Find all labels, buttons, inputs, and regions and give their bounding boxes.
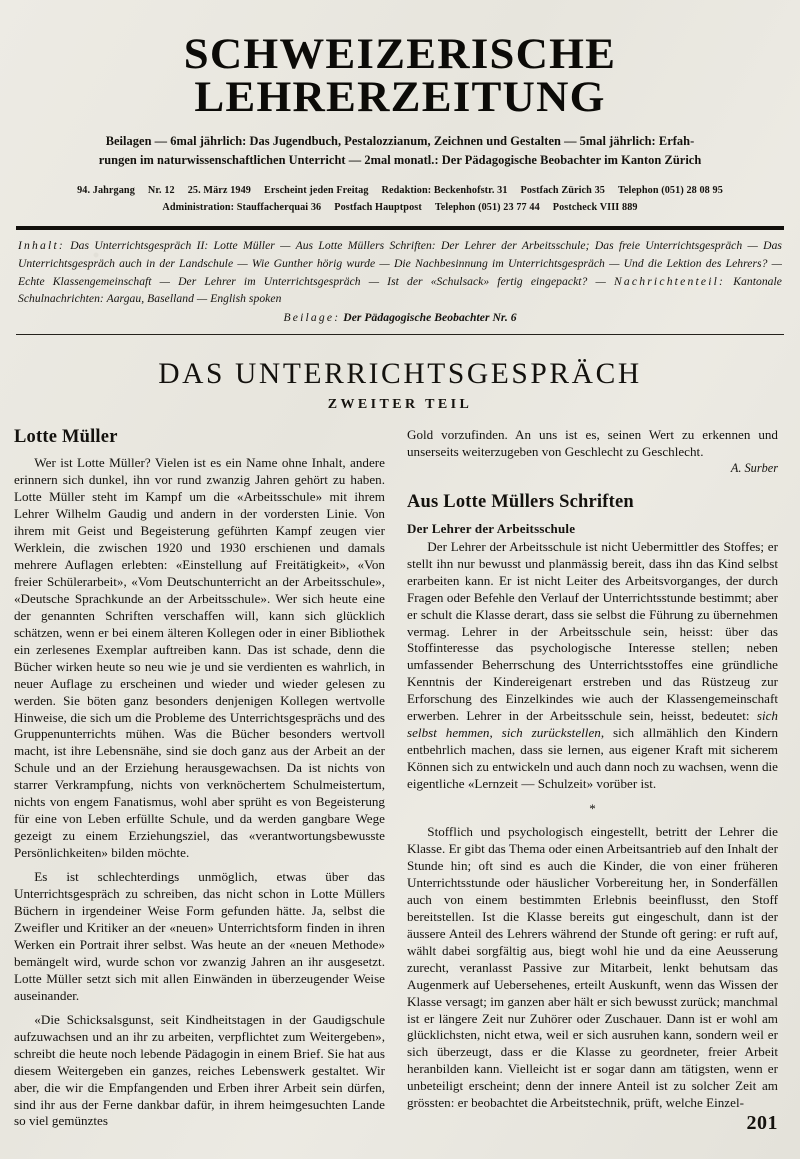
admin-phone: Telephon (051) 23 77 44 [434, 201, 540, 213]
masthead-divider-thick [16, 226, 784, 230]
supplement-value: Der Pädagogische Beobachter Nr. 6 [343, 310, 517, 324]
contents-divider-thin [16, 334, 784, 336]
right-column [407, 427, 778, 1112]
paragraph-text: Gold vorzufinden. An uns ist es, seinen Wert zu erkennen und unserseits weiterzugeben von Geschlecht zu Geschlecht. [407, 426, 778, 459]
supplements-line-1: Beilagen — 6mal jährlich: Das Jugendbuch, Pestalozzianum, Zeichnen und Gestalten — 5mal jährlich: Erfah- [105, 134, 695, 148]
paragraph-text: Der Lehrer der Arbeitsschule ist nicht Uebermittler des Stoffes; er stellt ihn nur bewusst und planmässig bereit, dass ihn das Kind selbst erarbeiten kann. Er ist nicht Leiter des Arbeitsvorganges, der durch Fragen oder Befehle den Verlauf der Unterrichtsstunde bestimmt; aber er schult die Klasse derart, dass sie selbst die Führung zu übernehmen vermag. Lehrer in der Arbeitsschule sein, heisst: über das Stoffinteresse das psychologische Interesse stellen; neben umfassender Beherrschung des Unterrichtsstoffes eine gründliche Kenntnis der Kindereigenart erstreben und das Rüstzeug zur Erforschung des Einzelkindes wie auch der Klassengemeinschaft erwerben. Lehrer in der Arbeitsschule sein, heisst, bedeutet: [407, 538, 778, 724]
paragraph-text: «Die Schicksalsgunst, seit Kindheitstagen in der Gaudigschule aufzuwachsen und an ihr zu arbeiten, verpflichtet zum Weitergeben», schreibt die heute noch lebende Pädagogin in einem Brief. Sie hat aus diesem Weitergeben ein ganzes, reiches Lebenswerk gestaltet. Wir aber, die wir die Empfangenden und Erben ihrer Arbeit sein dürfen, sind ihr aus der Ferne dankbar dafür, in ihrem heimgesuchten Lande so viel gemünztes [14, 1011, 385, 1129]
paragraph-text: Stofflich und psychologisch eingestellt, betritt der Lehrer die Klasse. Er gibt das Thema oder einen Arbeitsantrieb auf den Inhalt der Stunde hin; oft sind es auch die Kinder, die von einer früheren Unterrichtsstunde oder häuslicher Vorbereitung her, in Sonderfällen auch von einem bestimmten Erlebnis beeinflusst, den Stoff bereitstellen. Ist die Klasse bereits gut eingeschult, dann ist der äussere Anteil des Lehrers während der Stunde oft gering: er ruft auf, wählt dabei sorgfältig aus, biegt wohl hie und da eine Aeusserung zurecht, veranlasst Passive zur Mitarbeit, lenkt behutsam das Augenmerk auf Uebersehenes, erteilt Auskunft, wenn das Wissen der Klasse versagt; im ganzen aber hält er sich bewusst zurück; manchmal ist er längere Zeit nur Zuhörer oder Zuschauer. Dann ist er wohl am glücklichsten, nicht etwa, weil er sich ausruhen kann, sondern weil er sich überzeugt, dass er die Klasse zu geordneter, freier Arbeit heranbilden kann. Vielleicht ist er sogar dann am tätigsten, wenn er unbeteiligt erscheint; denn der innere Anteil ist zu solcher Zeit am grössten: er beobachtet die Arbeitstechnik, prüft, welche Einzel- [407, 824, 778, 1111]
subsection-heading-der-lehrer: Der Lehrer der Arbeitsschule [407, 521, 576, 537]
paragraph [407, 539, 778, 793]
issue-meta-line-2 [40, 200, 760, 217]
contents-text: Das Unterrichtsgespräch II: Lotte Müller — Aus Lotte Müllers Schriften: Der Lehrer der Arbeitsschule; Das freie Unterrichtsgespräch — Das Unterrichtsgespräch auch in der Landschule — Wie Gunther hörig wurde — Die Nachbesinnung im Unterrichtsgespräch — Und die Lektion des Lehrers? — Echte Klassengemeinschaft — Der Lehrer im Unterrichtsgespräch — Ist der «Schulsack» fertig eingepackt? — [18, 239, 782, 288]
article-byline: A. Surber [730, 460, 778, 475]
supplements-line-2: rungen im naturwissenschaftlichen Unterricht — 2mal monatl.: Der Pädagogische Beobachter im Kanton Zürich [98, 153, 702, 168]
paragraph [14, 1012, 385, 1131]
paragraph [14, 869, 385, 1005]
left-column [14, 427, 385, 1130]
paragraph [14, 455, 385, 862]
publication-frequency: Erscheint jeden Freitag [263, 185, 369, 197]
news-section-text: Kantonale Schulnachrichten: Aargau, Baselland — English spoken [18, 274, 782, 306]
paragraph-text: Wer ist Lotte Müller? Vielen ist es ein Name ohne Inhalt, andere erinnern sich dunkel, ihn vor rund zwanzig Jahren gehört zu haben. Lotte Müller steht im Kampf um die «Arbeitsschule» mit ihrem Lehrer Wilhelm Gaudig und andern in der vordersten Linie. Von ihrem mit Geist und Begeisterung geführten Kampf zeugen vier Werklein, die zwischen 1920 und 1930 erschienen und damals mehrere Auflagen erlebten: «Einstellung auf Freitätigkeit», «Von freier Schülerarbeit», «Vom Deutschunterricht an der Arbeitsschule», «Deutsche Sprachkunde an der Arbeitsschule». Wer sich heute eine der genannten Schriften verschaffen will, kann sich glücklich schätzen, wenn er bei einem älteren Kollegen oder in einer Bibliothek ein zerlesenes Exemplar auftreiben kann. Das ist schade, denn die Bücher wirken heute so neu wie je und sie verdienten es wahrlich, in neuer Auflage zu erscheinen und wieder und wieder gelesen zu werden. Sie böten ganz besonders denjenigen Kollegen wertvolle Hinweise, die sich um die Probleme des Unterrichtsgesprächs und des Gruppenunterrichts mühen. Was die Bücher besonders wertvoll macht, ist ihre Lebensnähe, sind sie doch ganz aus der Arbeit an der Schule und an der Erziehung herausgewachsen. Da ist nichts von starrer Verkrampfung, nichts von verknöchertem Schulmeistertum, nichts von engem Fanatismus, wohl aber sprüht es von Begeisterung für eine von Leben erfüllte Schule, und da werden gangbare Wege gezeigt zu einem Erziehungsziel, das «verantwortungsbewusste Persönlichkeiten» bilden möchte. [14, 455, 385, 861]
article-title: DAS UNTERRICHTSGESPRÄCH [158, 358, 642, 391]
masthead [14, 33, 786, 230]
contents-label: Inhalt: [18, 239, 65, 253]
supplement-line [18, 309, 782, 327]
page-number: 201 [746, 1112, 778, 1134]
editorial-postbox: Postfach Zürich 35 [520, 185, 605, 197]
section-heading-aus-schriften: Aus Lotte Müllers Schriften [407, 491, 634, 512]
volume: 94. Jahrgang [77, 185, 135, 197]
editorial-phone: Telephon (051) 28 08 95 [617, 185, 723, 197]
issue-meta-line-1 [40, 183, 760, 200]
admin-postbox: Postfach Hauptpost [334, 201, 422, 213]
asterisk-separator: * [589, 801, 596, 817]
postcheck-account: Postcheck VIII 889 [552, 201, 638, 213]
article-subtitle: ZWEITER TEIL [327, 396, 473, 412]
supplements-note [32, 132, 768, 170]
section-heading-lotte-mueller: Lotte Müller [14, 426, 118, 447]
supplement-label: Beilage: [283, 310, 341, 324]
editorial-address: Redaktion: Beckenhofstr. 31 [381, 185, 508, 197]
paragraph-continuation [407, 427, 778, 461]
paragraph [407, 824, 778, 1112]
publication-title: SCHWEIZERISCHE LEHRERZEITUNG [183, 31, 617, 121]
issue-number: Nr. 12 [147, 185, 175, 197]
article-body [14, 427, 786, 1130]
table-of-contents [18, 237, 782, 326]
paragraph-text: Es ist schlechterdings unmöglich, etwas über das Unterrichtsgespräch zu schreiben, das nicht schon in Lotte Müllers Büchern in irgendeiner Weise Form gefunden hätte. Ja, selbst die Zweifler und Kritiker an der «neuen» Unterrichtsform finden in ihren Werken ein Portrait ihrer selbst. Was heute an der «neuen Methode» bemängelt wird, wurde schon vor zwanzig Jahren an ihr ausgesetzt. Lotte Müller setzt sich mit allen Einwänden in überzeugender Weise auseinander. [14, 869, 385, 1003]
admin-address: Administration: Stauffacherquai 36 [162, 201, 322, 213]
paragraph-emphasis: sich selbst hemmen, sich zurückstellen [407, 708, 778, 741]
news-section-label: Nachrichtenteil: [613, 274, 726, 288]
issue-date: 25. März 1949 [187, 185, 251, 197]
issue-meta [40, 183, 760, 216]
paragraph-text-tail: , sich allmählich den Kindern entbehrlich machen, dass sie lernen, aus eigener Kraft mit sicherem Können sich zu entwickeln und auch dann noch zu wachsen, wenn die eigentliche «Lernzeit — Schulzeit» vorüber ist. [407, 725, 779, 792]
